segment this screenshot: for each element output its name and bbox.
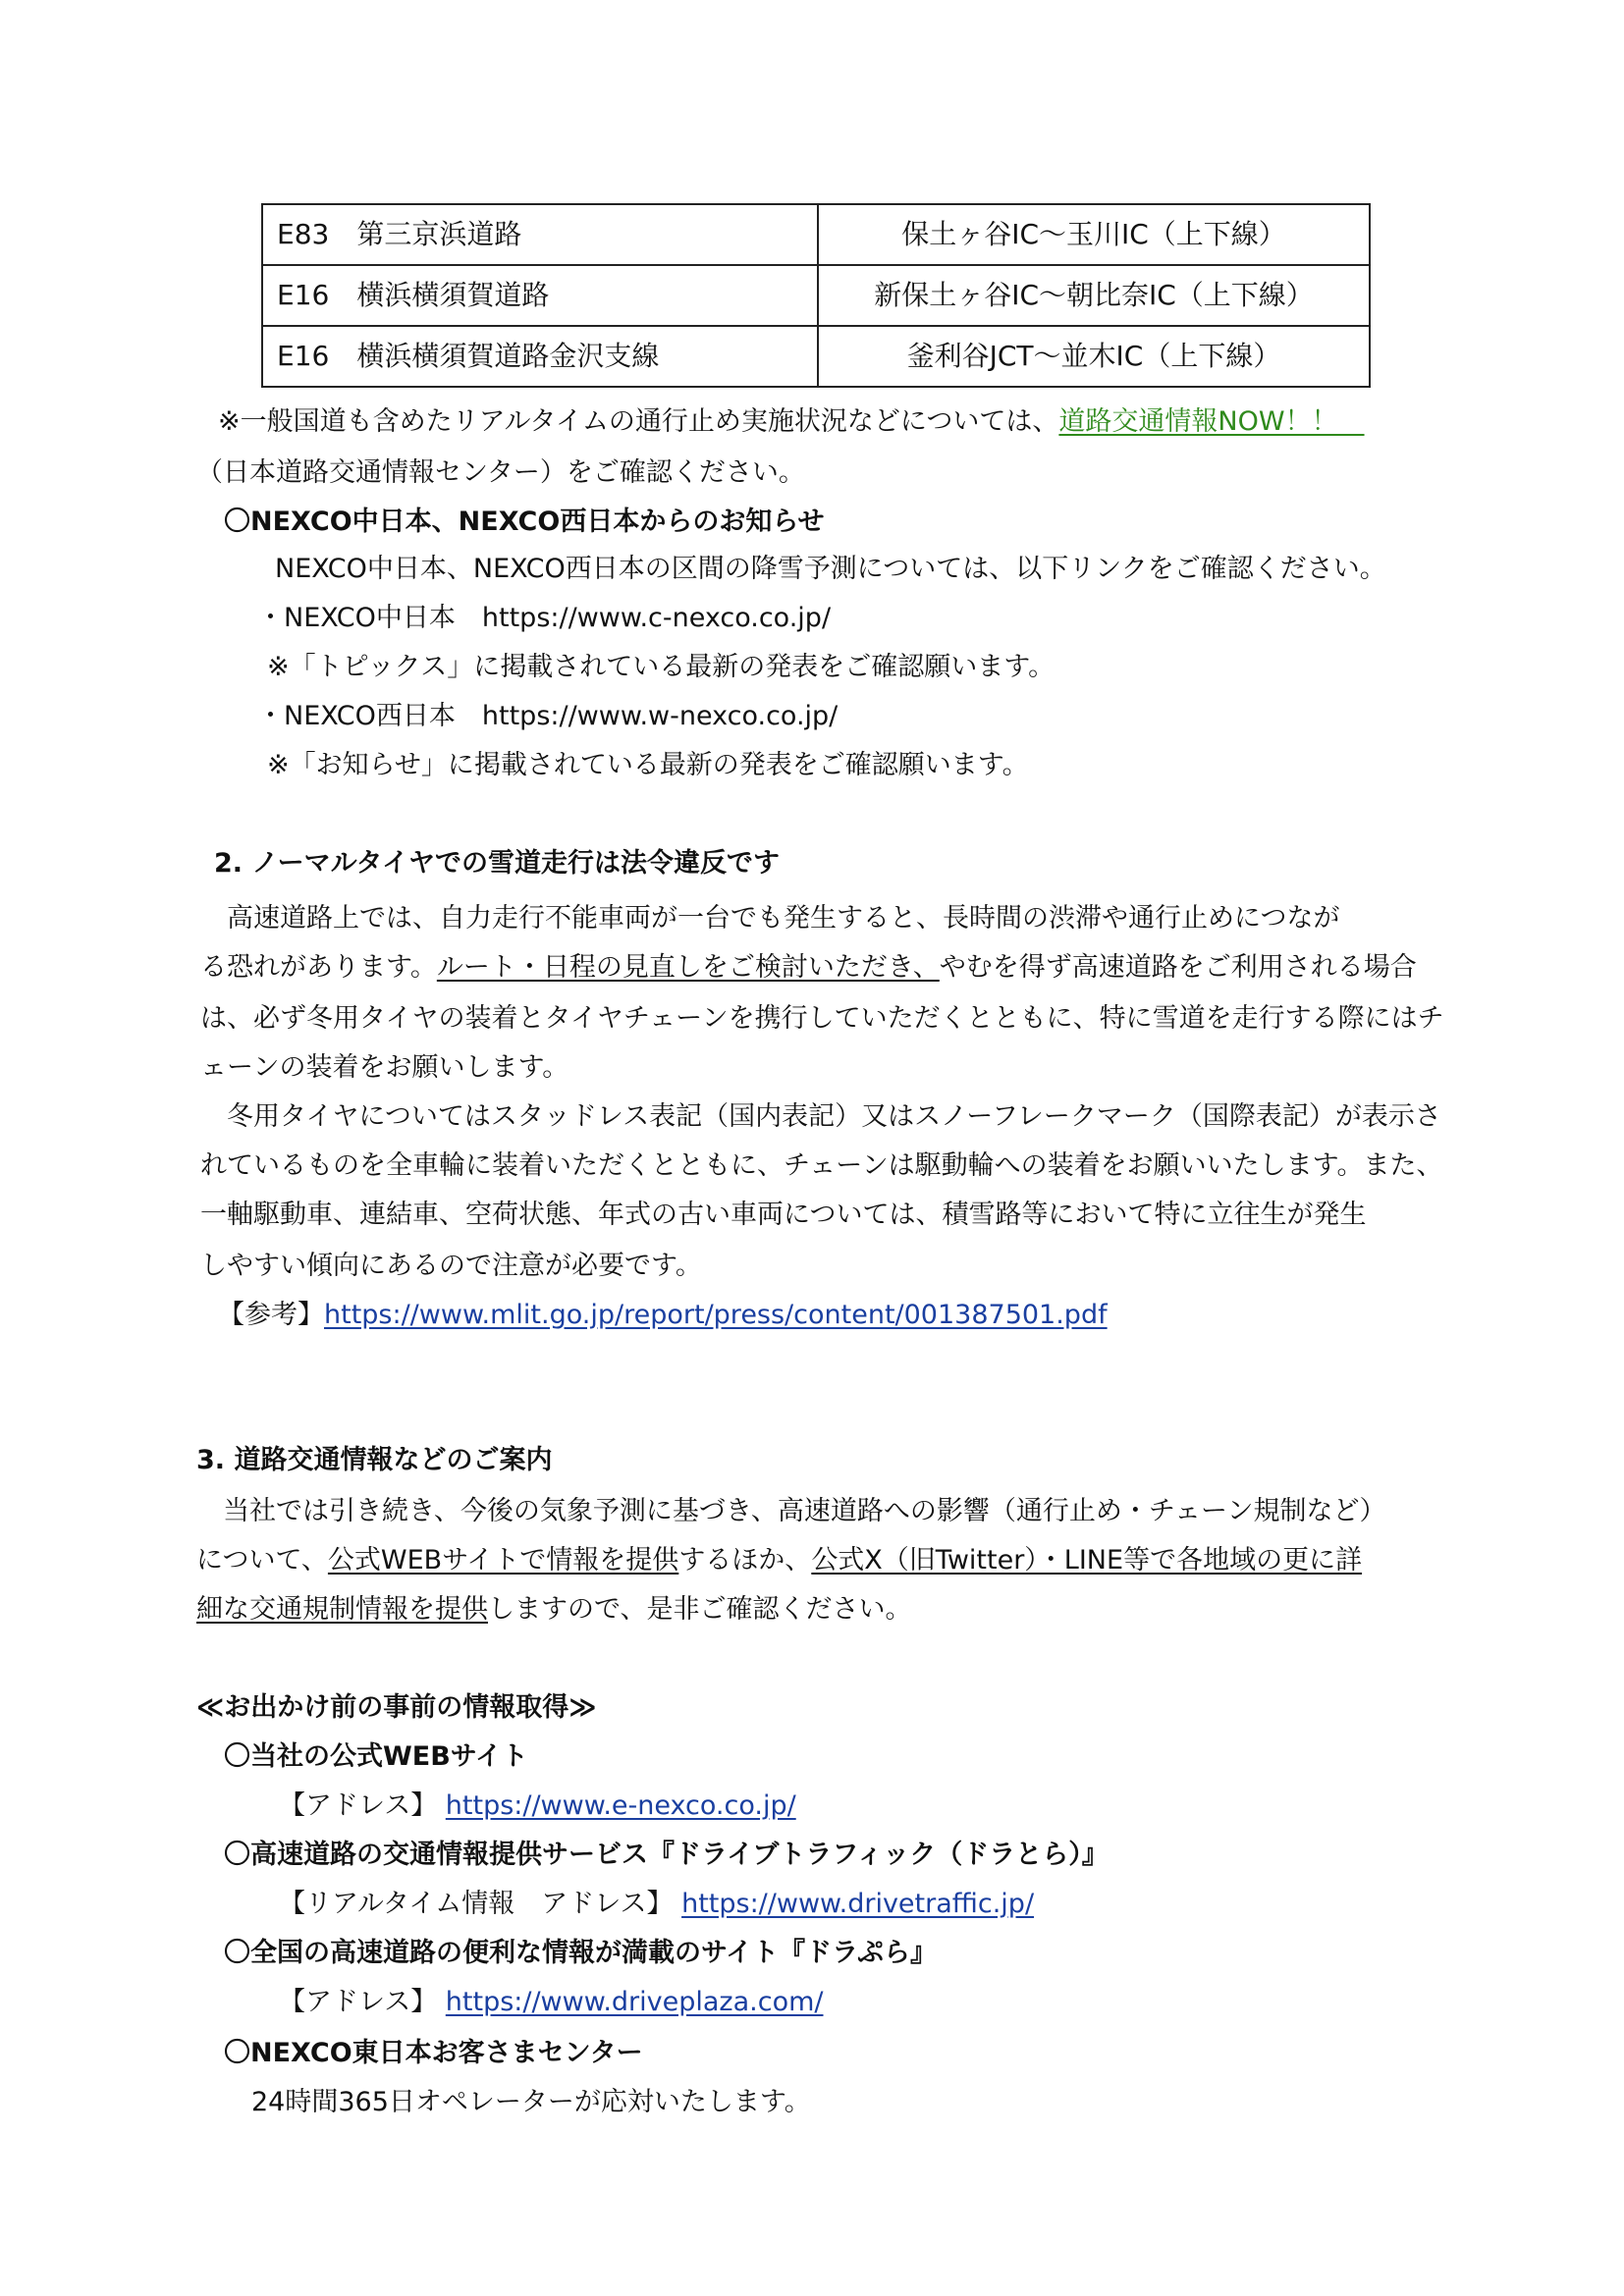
reference-label: 【参考】 xyxy=(218,1300,324,1330)
item-title: 〇当社の公式WEBサイト xyxy=(224,1741,528,1772)
paragraph-emphasis: ルート・日程の見直しをご検討いただき、 xyxy=(436,952,940,983)
reference-line xyxy=(218,1298,1108,1333)
drivetraffic-link[interactable]: https://www.drivetraffic.jp/ xyxy=(681,1889,1035,1919)
paragraph-line: 一軸駆動車、連結車、空荷状態、年式の古い車両については、積雪路等において特に立往生が発生 xyxy=(200,1200,1367,1230)
route-table xyxy=(261,203,1371,388)
paragraph-emphasis: 公式WEBサイトで情報を提供 xyxy=(327,1545,679,1575)
address-label: 【リアルタイム情報 アドレス】 xyxy=(279,1889,682,1919)
paragraph-line: 当社では引き続き、今後の気象予測に基づき、高速道路への影響（通行止め・チェーン規制など） xyxy=(196,1496,1386,1526)
paragraph-emphasis: 公式X（旧Twitter）・LINE等で各地域の更に詳 xyxy=(811,1545,1363,1575)
address-label: 【アドレス】 xyxy=(279,1987,446,2017)
address-label: 【アドレス】 xyxy=(279,1790,446,1821)
realtime-note xyxy=(218,404,1365,440)
paragraph-line: は、必ず冬用タイヤの装着とタイヤチェーンを携行していただくとともに、特に雪道を走行する際にはチ xyxy=(200,1003,1444,1034)
table-row xyxy=(262,204,1370,265)
paragraph-line: 冬用タイヤについてはスタッドレス表記（国内表記）又はスノーフレークマーク（国際表記）が表示さ xyxy=(200,1101,1441,1132)
paragraph-line xyxy=(196,1592,911,1628)
paragraph-text: しますので、是非ご確認ください。 xyxy=(488,1594,912,1625)
mlit-press-link[interactable]: https://www.mlit.go.jp/report/press/content/001387501.pdf xyxy=(324,1300,1108,1330)
paragraph-line: れているものを全車輪に装着いただくとともに、チェーンは駆動輪への装着をお願いいたします。また、 xyxy=(200,1150,1443,1181)
route-section: 新保土ヶ谷IC～朝比奈IC（上下線） xyxy=(818,265,1370,326)
item-address xyxy=(279,1985,824,2020)
paragraph-text: やむを得ず高速道路をご利用される場合 xyxy=(939,952,1417,983)
note-text: （日本道路交通情報センター）をご確認ください。 xyxy=(196,457,805,488)
section-3-heading: 3. 道路交通情報などのご案内 xyxy=(196,1445,553,1475)
paragraph-line: ェーンの装着をお願いします。 xyxy=(200,1052,569,1083)
paragraph-line xyxy=(196,1543,1362,1578)
item-address xyxy=(279,1789,796,1824)
table-row xyxy=(262,326,1370,387)
paragraph-line: しやすい傾向にあるので注意が必要です。 xyxy=(200,1251,702,1281)
nexco-heading: 〇NEXCO中日本、NEXCO西日本からのお知らせ xyxy=(224,507,825,537)
item-address xyxy=(279,1887,1034,1922)
paragraph-line: 高速道路上では、自力走行不能車両が一台でも発生すると、長時間の渋滞や通行止めにつなが xyxy=(200,903,1340,934)
route-name: E16 横浜横須賀道路 xyxy=(262,265,818,326)
customer-center-text: 24時間365日オペレーターが応対いたします。 xyxy=(251,2087,811,2117)
nexco-central-link[interactable]: ・NEXCO中日本 https://www.c-nexco.co.jp/ xyxy=(257,603,832,633)
driveplaza-link[interactable]: https://www.driveplaza.com/ xyxy=(445,1987,824,2017)
paragraph-line xyxy=(200,950,1417,986)
paragraph-text: するほか、 xyxy=(678,1545,812,1575)
road-traffic-info-now-link[interactable]: 道路交通情報NOW！！ xyxy=(1058,406,1365,437)
paragraph-text: について、 xyxy=(196,1545,328,1575)
predeparture-heading: ≪お出かけ前の事前の情報取得≫ xyxy=(196,1692,597,1723)
route-name: E16 横浜横須賀道路金沢支線 xyxy=(262,326,818,387)
paragraph-emphasis: 細な交通規制情報を提供 xyxy=(196,1594,488,1625)
section-2-heading: 2. ノーマルタイヤでの雪道走行は法令違反です xyxy=(214,848,781,879)
nexco-west-note: ※「お知らせ」に掲載されている最新の発表をご確認願います。 xyxy=(267,750,1029,780)
route-name: E83 第三京浜道路 xyxy=(262,204,818,265)
note-text: ※一般国道も含めたリアルタイムの通行止め実施状況などについては、 xyxy=(218,406,1059,437)
item-title: 〇高速道路の交通情報提供サービス『ドライブトラフィック（ドラとら）』 xyxy=(224,1840,1109,1870)
nexco-west-link[interactable]: ・NEXCO西日本 https://www.w-nexco.co.jp/ xyxy=(257,701,839,731)
nexco-intro: NEXCO中日本、NEXCO西日本の区間の降雪予測については、以下リンクをご確認ください。 xyxy=(275,554,1386,584)
route-section: 保土ヶ谷IC～玉川IC（上下線） xyxy=(818,204,1370,265)
table-row xyxy=(262,265,1370,326)
e-nexco-link[interactable]: https://www.e-nexco.co.jp/ xyxy=(445,1790,796,1821)
customer-center-title: 〇NEXCO東日本お客さまセンター xyxy=(224,2038,643,2068)
paragraph-text: る恐れがあります。 xyxy=(200,952,437,983)
item-title: 〇全国の高速道路の便利な情報が満載のサイト『ドラぷら』 xyxy=(224,1938,938,1968)
nexco-central-note: ※「トピックス」に掲載されている最新の発表をご確認願います。 xyxy=(267,652,1056,682)
route-section: 釜利谷JCT～並木IC（上下線） xyxy=(818,326,1370,387)
